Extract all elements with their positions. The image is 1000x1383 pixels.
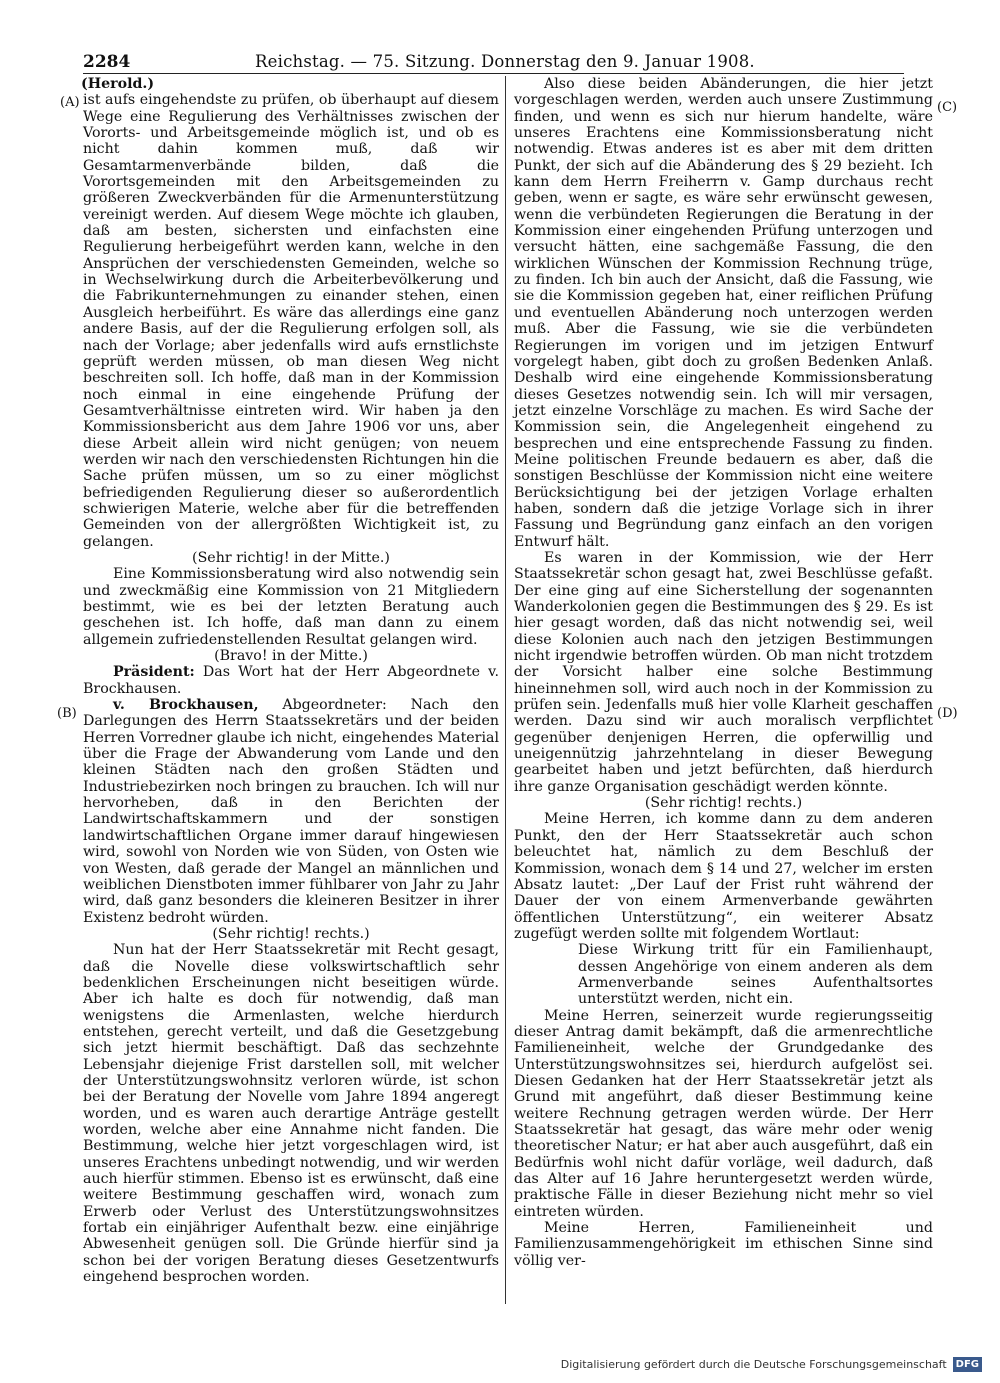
right-column <box>514 76 933 1269</box>
column-divider <box>505 76 506 1304</box>
page-number: 2284 <box>83 52 131 72</box>
digitization-footer <box>561 1357 982 1372</box>
president-paragraph <box>83 664 499 697</box>
speaker-paragraph <box>83 697 499 926</box>
margin-marker-a: (A) <box>60 95 80 110</box>
paragraph: Also diese beiden Abänderungen, die hier jetzt vorgeschlagen werden, werden auch unsere Zustimmung finden, und wenn es sich nur hierum handelte, wäre unseres Erachtens eine Kommissionsberatung nicht notwendig. Etwas anderes ist es aber mit dem dritten Punkt, der sich auf die Abänderung des § 29 bezieht. Ich kann dem Herrn Freiherrn v. Gamp durchaus recht geben, wenn er sagte, es wäre sehr erwünscht gewesen, wenn die verbündeten Regierungen die Beratung in der Kommission einer eingehenden Prüfung unterzogen und versucht hätten, eine sachgemäße Fassung, die den wirklichen Wünschen der Kommission Rechnung trüge, zu finden. Ich bin auch der Ansicht, daß die Fassung, wie sie die Kommission gegeben hat, einer reiflichen Prüfung und eventuellen Abänderung noch unterzogen werden muß. Aber die Fassung, wie sie die verbündeten Regierungen im vorigen und im jetzigen Entwurf vorgelegt haben, gibt doch zu großen Bedenken Anlaß. Deshalb wird eine eingehende Kommissionsberatung dieses Gesetzes notwendig sein. Ich will mir versagen, jetzt einzelne Vorschläge zu machen. Es wird Sache der Kommission sein, die Angelegenheit eingehend zu besprechen und eine entsprechende Fassung zu finden. Meine politischen Freunde bedauern es aber, daß die sonstigen Beschlüsse der Kommission nicht eine weitere Berücksichtigung bei der jetzigen Vorlage erhalten haben, sondern daß die jetzige Vorlage sich in ihrer Fassung und Begründung ganz einfach an den vorigen Entwurf hält. <box>514 76 933 550</box>
speaker-name-president: Präsident: <box>113 664 195 681</box>
speaker-intro-text: Abgeordneter: Nach den Darlegungen des Herrn Staatssekretärs und der beiden Herren Vorredner glaube ich nicht, eingehendes Material über die Frage der Abwanderung vom Lande und den kleinen Städten nach den großen Städten und Industriebezirken noch bringen zu brauchen. Ich will nur hervorheben, daß in den Berichten der Landwirtschaftskammern und der sonstigen landwirtschaftlichen Organe immer darauf hingewiesen wird, sowohl von Norden wie von Süden, von Osten wie von Westen, daß gerade der Mangel an männlichen und weiblichen Dienstboten immer fühlbarer von Jahr zu Jahr wird, daß ganz besonders die kleineren Besitzer in ihrer Existenz bedroht würden. <box>83 697 500 926</box>
page-header <box>0 52 1000 74</box>
interjection: (Bravo! in der Mitte.) <box>214 648 368 665</box>
paragraph: ist aufs eingehendste zu prüfen, ob überhaupt auf diesem Wege eine Regulierung des Verhältnisses zwischen der Vororts- und Arbeitsgemeinde möglich ist, und ob es nicht dahin kommen muß, daß wir Gesamtarmenverbände bilden, daß die Vorortsgemeinden mit den Arbeitsgemeinden zu größeren Zweckverbänden für die Armenunterstützung vereinigt werden. Auf diesem Wege möchte ich glauben, daß am besten, sichersten und einfachsten eine Regulierung herbeigeführt werden kann, welche in den Ansprüchen der verschiedensten Gemeinden, welche so in Wechselwirkung durch die Arbeiterbevölkerung und die Fabrikunternehmungen zu einander stehen, einen Ausgleich herbeiführt. Es wäre das allerdings eine ganz andere Basis, auf der die Regulierung erfolgen soll, als nach der Vorlage; aber jedenfalls wird aufs ernstlichste geprüft werden müssen, ob man diesen Weg nicht beschreiten soll. Ich hoffe, daß man in der Kommission noch einmal in eine eingehende Prüfung der Gesamtverhältnisse eintreten wird. Wir haben ja den Kommissionsbericht aus dem Jahre 1906 vor uns, aber diese Arbeit allein wird nicht genügen; von neuem werden wir nach den verschiedensten Richtungen hin die Sache prüfen müssen, um so zu einer möglichst befriedigenden Regulierung dieser so außerordentlich schwierigen Materie, welche aber für die betreffenden Gemeinden von der allergrößten Wichtigkeit ist, zu gelangen. <box>83 92 499 550</box>
dfg-logo: DFG <box>953 1357 982 1372</box>
margin-marker-d: (D) <box>937 706 958 721</box>
running-head: Reichstag. — 75. Sitzung. Donnerstag den 9. Januar 1908. <box>255 52 755 71</box>
paragraph: Eine Kommissionsberatung wird also notwendig sein und zweckmäßig eine Kommission von 21 Mitgliedern bestimmt, wie es bei der letzten Beratung auch geschehen ist. Ich hoffe, daß man dann zu einem allgemein zufriedenstellenden Resultat gelangen wird. <box>83 566 499 648</box>
block-quote: Diese Wirkung tritt für ein Familienhaupt, dessen Angehörige von einem anderen als dem Armenverbande seines Aufenthaltsortes unterstützt werden, nicht ein. <box>578 942 933 1008</box>
header-rule <box>83 73 904 74</box>
paragraph: Nun hat der Herr Staatssekretär mit Recht gesagt, daß die Novelle diese volkswirtschaftlich sehr bedenklichen Erscheinungen nicht beseitigen würde. Aber ich halte es doch für notwendig, daß man wenigstens die Armenlasten, welche hierdurch entstehen, gerecht verteilt, und daß die Gesetzgebung sich jetzt hiermit beschäftigt. Daß das sechzehnte Lebensjahr diejenige Frist darstellen soll, mit welcher der Unterstützungswohnsitz verloren würde, ist schon bei der Beratung der Novelle vom Jahre 1894 angeregt worden, und es waren auch derartige Anträge gestellt worden, welche aber eine Annahme nicht fanden. Die Bestimmung, welche hier jetzt vorgeschlagen wird, ist unseres Erachtens unbedingt notwendig, und wir werden auch hierfür stimmen. Ebenso ist es erwünscht, daß eine weitere Bestimmung geschaffen wird, wonach zum Erwerb oder Verlust des Unterstützungswohnsitzes fortab ein einjähriger Aufenthalt bezw. eine einjährige Abwesenheit genügen soll. Die Gründe hierfür sind ja schon bei der vorigen Beratung dieses Gesetzentwurfs eingehend besprochen worden. <box>83 942 499 1286</box>
paragraph: Meine Herren, Familieneinheit und Familienzusammengehörigkeit im ethischen Sinne sind völlig ver- <box>514 1220 933 1269</box>
paragraph: Meine Herren, seinerzeit wurde regierungsseitig dieser Antrag damit bekämpft, daß die armenrechtliche Familieneinheit, welche der Grundgedanke des Unterstützungswohnsitzes sei, hierdurch aufgelöst sei. Diesen Gedanken hat der Herr Staatssekretär jetzt als Grund mit angeführt, daß dieser Bestimmung keine weitere Rechnung getragen werden würde. Der Herr Staatssekretär hat gesagt, das wäre mehr oder wenig theoretischer Natur; er hat aber auch ausgeführt, daß ein Bedürfnis wohl nicht dafür vorläge, weil dadurch, daß das Alter auf 16 Jahre heruntergesetzt werden würde, praktische Fälle in dieser Beziehung nicht mehr so viel eintreten würden. <box>514 1007 933 1220</box>
left-column <box>83 76 499 1285</box>
speaker-tag: (Herold.) <box>81 76 155 92</box>
footer-text: Digitalisierung gefördert durch die Deutsche Forschungsgemeinschaft <box>560 1358 947 1371</box>
speaker-name-brockhausen: v. Brockhausen, <box>113 697 259 714</box>
paragraph: Meine Herren, ich komme dann zu dem anderen Punkt, den der Herr Staatssekretär auch schon beleuchtet hat, nämlich zu dem Beschluß der Kommission, wonach dem § 14 und 27, welcher im ersten Absatz lautet: „Der Lauf der Frist ruht während der Dauer der von einem Armenverbande gewährten öffentlichen Unterstützung“, ein weiterer Absatz zugefügt werden sollte mit folgendem Wortlaut: <box>514 811 933 942</box>
interjection: (Sehr richtig! in der Mitte.) <box>192 549 390 566</box>
interjection: (Sehr richtig! rechts.) <box>212 925 370 942</box>
margin-marker-c: (C) <box>937 100 958 115</box>
president-text: Das Wort hat der Herr Abgeordnete v. Brockhausen. <box>83 664 500 697</box>
margin-marker-b: (B) <box>57 706 77 721</box>
interjection: (Sehr richtig! rechts.) <box>644 795 803 812</box>
paragraph: Es waren in der Kommission, wie der Herr Staatssekretär schon gesagt hat, zwei Beschlüsse gefaßt. Der eine ging auf eine Sicherstellung der sogenannten Wanderkolonien gegen die Bestimmungen des § 29. Es ist hier gesagt worden, daß das nicht notwendig sei, weil diese Kolonien auch nach den jetzigen Bestimmungen nicht irgendwie betroffen würden. Ob man nicht trotzdem der Vorsicht halber eine solche Bestimmung hineinnehmen soll, wird auch noch in der Kommission zu prüfen sein. Jedenfalls muß hier volle Klarheit geschaffen werden. Dazu sind wir auch moralisch verpflichtet gegenüber denjenigen Herren, die opferwillig und uneigennützig jahrzehntelang in dieser Bewegung gearbeitet haben und jetzt befürchten, daß hierdurch ihre ganze Organisation geschädigt werden könnte. <box>514 549 933 795</box>
